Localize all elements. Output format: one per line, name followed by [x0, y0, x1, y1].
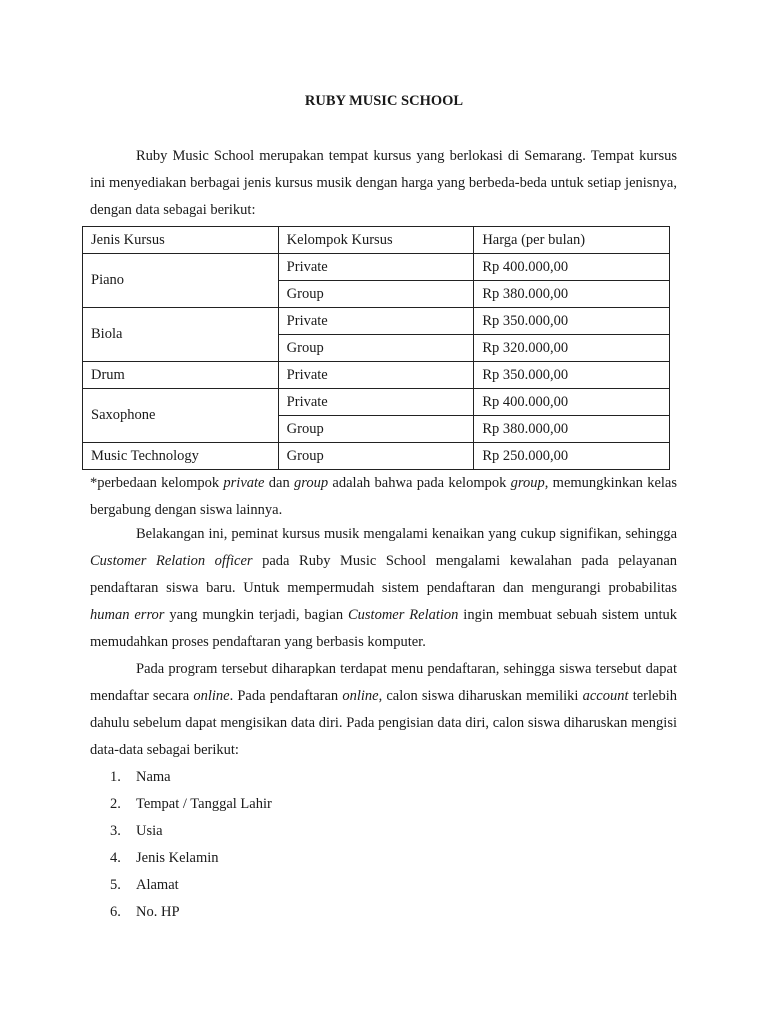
header-harga: Harga (per bulan) — [474, 227, 670, 254]
cell-jenis: Drum — [83, 362, 279, 389]
cell-kelompok: Group — [278, 443, 474, 470]
list-item — [110, 872, 272, 899]
document-title: RUBY MUSIC SCHOOL — [304, 93, 464, 109]
table-row — [83, 362, 670, 389]
list-number: 5. — [110, 877, 121, 893]
list-text: Jenis Kelamin — [136, 850, 219, 866]
para-text: Belakangan ini, peminat kursus musik mengalami kenaikan yang cukup signifikan, sehingga — [136, 526, 677, 542]
required-data-list — [110, 764, 272, 926]
list-number: 4. — [110, 850, 121, 866]
list-number: 2. — [110, 796, 121, 812]
cell-harga: Rp 320.000,00 — [474, 335, 670, 362]
note-italic: group — [294, 475, 329, 491]
note-text: , memungkinkan kelas bergabung dengan siswa lainnya. — [90, 475, 677, 518]
course-price-table — [82, 226, 670, 470]
list-text: No. HP — [136, 904, 180, 920]
cell-kelompok: Private — [278, 308, 474, 335]
list-item — [110, 899, 272, 926]
table-header-row — [83, 227, 670, 254]
para-text: terlebih dahulu sebelum dapat mengisikan data diri. Pada pengisian data diri, calon siswa diharuskan mengisi data-data sebagai berikut: — [90, 688, 677, 758]
background-paragraph — [90, 521, 677, 656]
note-italic: private — [223, 475, 265, 491]
header-jenis: Jenis Kursus — [83, 227, 279, 254]
cell-harga: Rp 380.000,00 — [474, 416, 670, 443]
para-italic: human error — [90, 607, 165, 623]
list-text: Tempat / Tanggal Lahir — [136, 796, 272, 812]
list-number: 1. — [110, 769, 121, 785]
list-text: Nama — [136, 769, 171, 785]
cell-harga: Rp 400.000,00 — [474, 389, 670, 416]
para-italic: Customer Relation officer — [90, 553, 253, 569]
list-item — [110, 791, 272, 818]
note-italic: group — [510, 475, 545, 491]
list-text: Alamat — [136, 877, 179, 893]
table-row — [83, 308, 670, 335]
list-item — [110, 845, 272, 872]
cell-kelompok: Private — [278, 362, 474, 389]
table-row — [83, 389, 670, 416]
list-text: Usia — [136, 823, 163, 839]
cell-kelompok: Group — [278, 281, 474, 308]
cell-kelompok: Group — [278, 335, 474, 362]
para-text: ingin membuat sebuah sistem untuk memudahkan proses pendaftaran yang berbasis komputer. — [90, 607, 677, 650]
cell-jenis: Piano — [83, 254, 279, 308]
cell-kelompok: Private — [278, 254, 474, 281]
cell-kelompok: Private — [278, 389, 474, 416]
para-italic: online — [342, 688, 379, 704]
para-italic: Customer Relation — [347, 607, 459, 623]
cell-jenis: Saxophone — [83, 389, 279, 443]
intro-paragraph: Ruby Music School merupakan tempat kursus yang berlokasi di Semarang. Tempat kursus ini menyediakan berbagai jenis kursus musik dengan harga yang berbeda-beda untuk setiap jenisnya, dengan data sebagai berikut: — [90, 148, 677, 218]
note-text: adalah bahwa pada kelompok — [328, 475, 511, 491]
cell-harga: Rp 400.000,00 — [474, 254, 670, 281]
para-italic: online — [193, 688, 230, 704]
table-footnote — [90, 470, 677, 524]
para-text: Pada program tersebut diharapkan terdapat menu pendaftaran, sehingga siswa tersebut dapat mendaftar secara — [90, 661, 677, 704]
table-row — [83, 443, 670, 470]
cell-harga: Rp 350.000,00 — [474, 308, 670, 335]
cell-harga: Rp 250.000,00 — [474, 443, 670, 470]
cell-jenis: Biola — [83, 308, 279, 362]
cell-kelompok: Group — [278, 416, 474, 443]
note-text: dan — [264, 475, 295, 491]
para-italic: account — [582, 688, 629, 704]
para-text: pada Ruby Music School mengalami kewalahan pada pelayanan pendaftaran siswa baru. Untuk mempermudah sistem pendaftaran dan mengurangi probabilitas — [90, 553, 677, 596]
cell-jenis: Music Technology — [83, 443, 279, 470]
note-text: *perbedaan kelompok — [90, 475, 224, 491]
list-item — [110, 818, 272, 845]
para-text: yang mungkin terjadi, bagian — [164, 607, 348, 623]
cell-harga: Rp 380.000,00 — [474, 281, 670, 308]
para-text: , calon siswa diharuskan memiliki — [378, 688, 583, 704]
program-paragraph — [90, 656, 677, 764]
cell-harga: Rp 350.000,00 — [474, 362, 670, 389]
para-text: . Pada pendaftaran — [229, 688, 343, 704]
header-kelompok: Kelompok Kursus — [278, 227, 474, 254]
list-item — [110, 764, 272, 791]
table-row — [83, 254, 670, 281]
list-number: 3. — [110, 823, 121, 839]
list-number: 6. — [110, 904, 121, 920]
